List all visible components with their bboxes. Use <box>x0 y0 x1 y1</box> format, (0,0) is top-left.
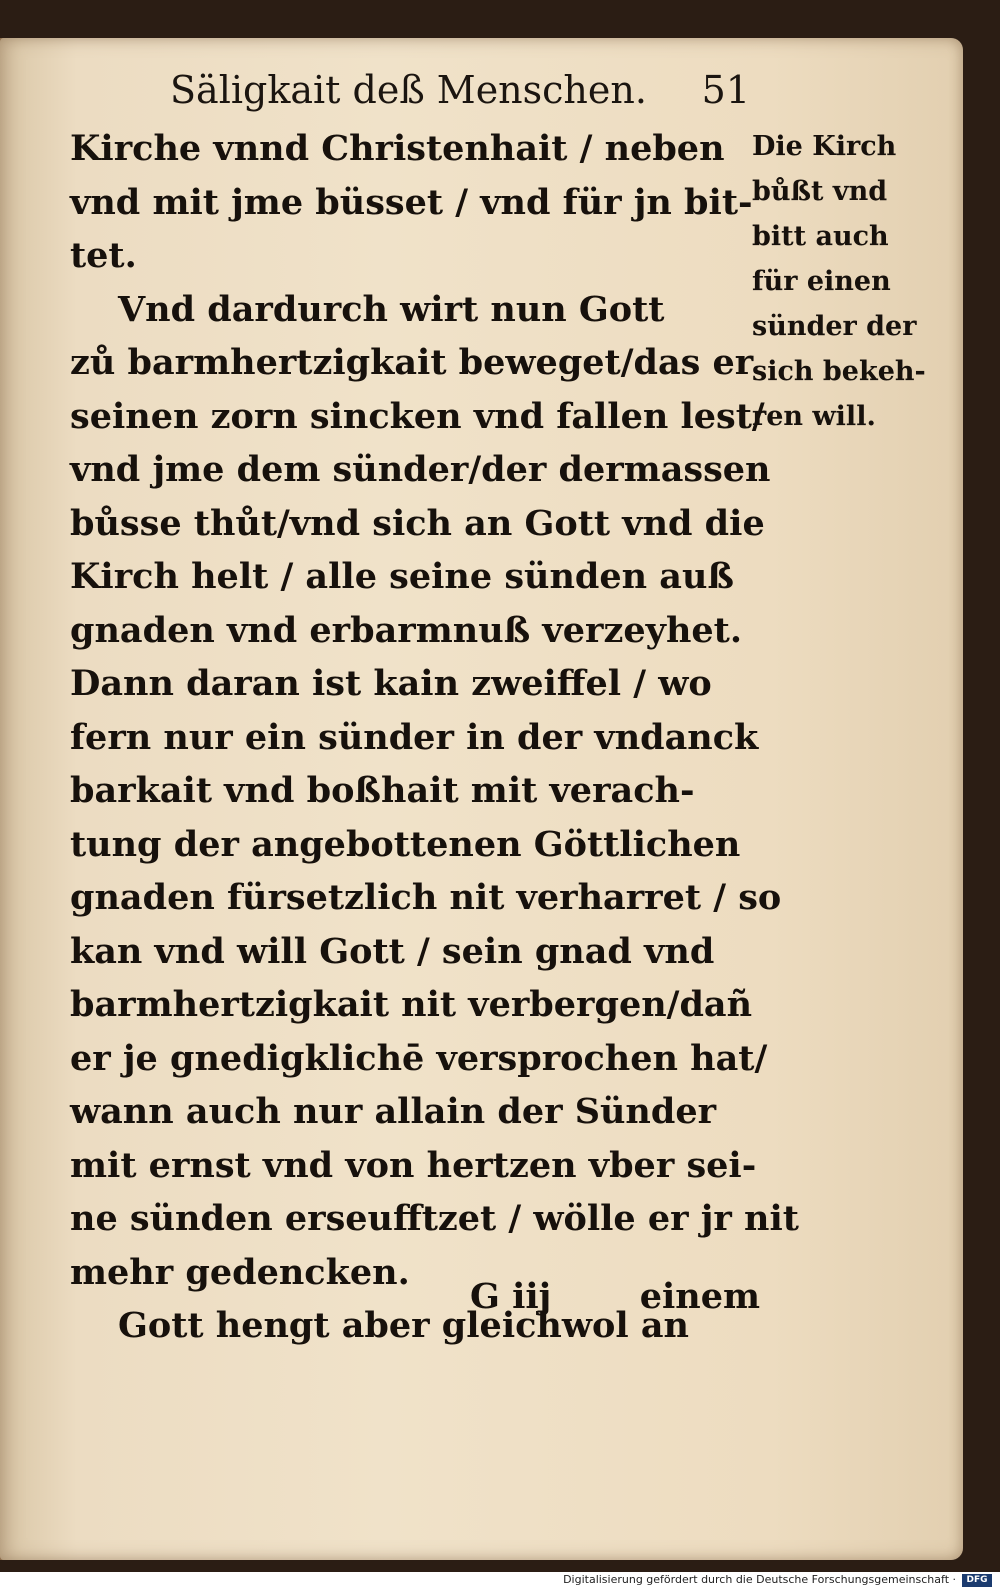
text-line: ne sünden erseufftzet / wölle er jr nit <box>70 1198 799 1239</box>
funding-credit: Digitalisierung gefördert durch die Deutsche Forschungsgemeinschaft · <box>563 1573 956 1586</box>
text-line: Kirch helt / alle seine sünden auß <box>70 556 735 597</box>
text-line: zů barmhertzigkait beweget/das er <box>70 342 754 383</box>
margin-line: ren will. <box>752 401 876 432</box>
text-line: tet. <box>70 235 137 276</box>
margin-line: sich bekeh- <box>752 356 926 387</box>
text-line: seinen zorn sincken vnd fallen lest/ <box>70 395 765 437</box>
dfg-logo: DFG <box>962 1574 992 1587</box>
text-line: Dann daran ist kain zweiffel / wo <box>70 663 712 704</box>
signature-mark: G iij <box>470 1276 552 1317</box>
text-line: Vnd dardurch wirt nun Gott <box>118 288 665 330</box>
text-line: tung der angebottenen Göttlichen <box>70 823 741 865</box>
margin-line: Die Kirch <box>752 131 897 162</box>
main-text-block <box>70 122 799 1353</box>
margin-line: für einen <box>752 266 891 297</box>
text-line: mehr gedencken. <box>70 1251 410 1293</box>
running-title: Säligkait deß Menschen. <box>170 68 647 112</box>
text-line: er je gnedigklichē versprochen hat/ <box>70 1037 768 1079</box>
margin-line: bůßt vnd <box>752 176 888 207</box>
digitization-footer <box>0 1572 1000 1590</box>
text-line: Gott hengt aber gleichwol an <box>118 1305 689 1346</box>
text-line: barmhertzigkait nit verbergen/dañ <box>70 984 753 1025</box>
text-line: vnd jme dem sünder/der dermassen <box>70 449 771 490</box>
text-line: gnaden vnd erbarmnuß verzeyhet. <box>70 609 743 651</box>
text-line: barkait vnd boßhait mit verach- <box>70 770 695 811</box>
page-number: 51 <box>701 68 750 112</box>
catchword: einem <box>639 1276 760 1317</box>
text-line: fern nur ein sünder in der vndanck <box>70 716 759 758</box>
text-line: kan vnd will Gott / sein gnad vnd <box>70 930 715 972</box>
text-line: wann auch nur allain der Sünder <box>70 1091 717 1132</box>
marginal-note <box>752 124 932 439</box>
text-line: gnaden fürsetzlich nit verharret / so <box>70 877 782 918</box>
margin-line: bitt auch <box>752 221 889 252</box>
text-line: vnd mit jme büsset / vnd für jn bit- <box>70 181 753 223</box>
running-header <box>170 68 750 124</box>
text-line: Kirche vnnd Christenhait / neben <box>70 128 725 169</box>
text-line: mit ernst vnd von hertzen vber sei- <box>70 1144 757 1186</box>
margin-line: sünder der <box>752 311 917 342</box>
signature-line <box>460 1276 760 1326</box>
faded-ink-mark <box>60 1290 150 1350</box>
text-line: bůsse thůt/vnd sich an Gott vnd die <box>70 502 765 544</box>
